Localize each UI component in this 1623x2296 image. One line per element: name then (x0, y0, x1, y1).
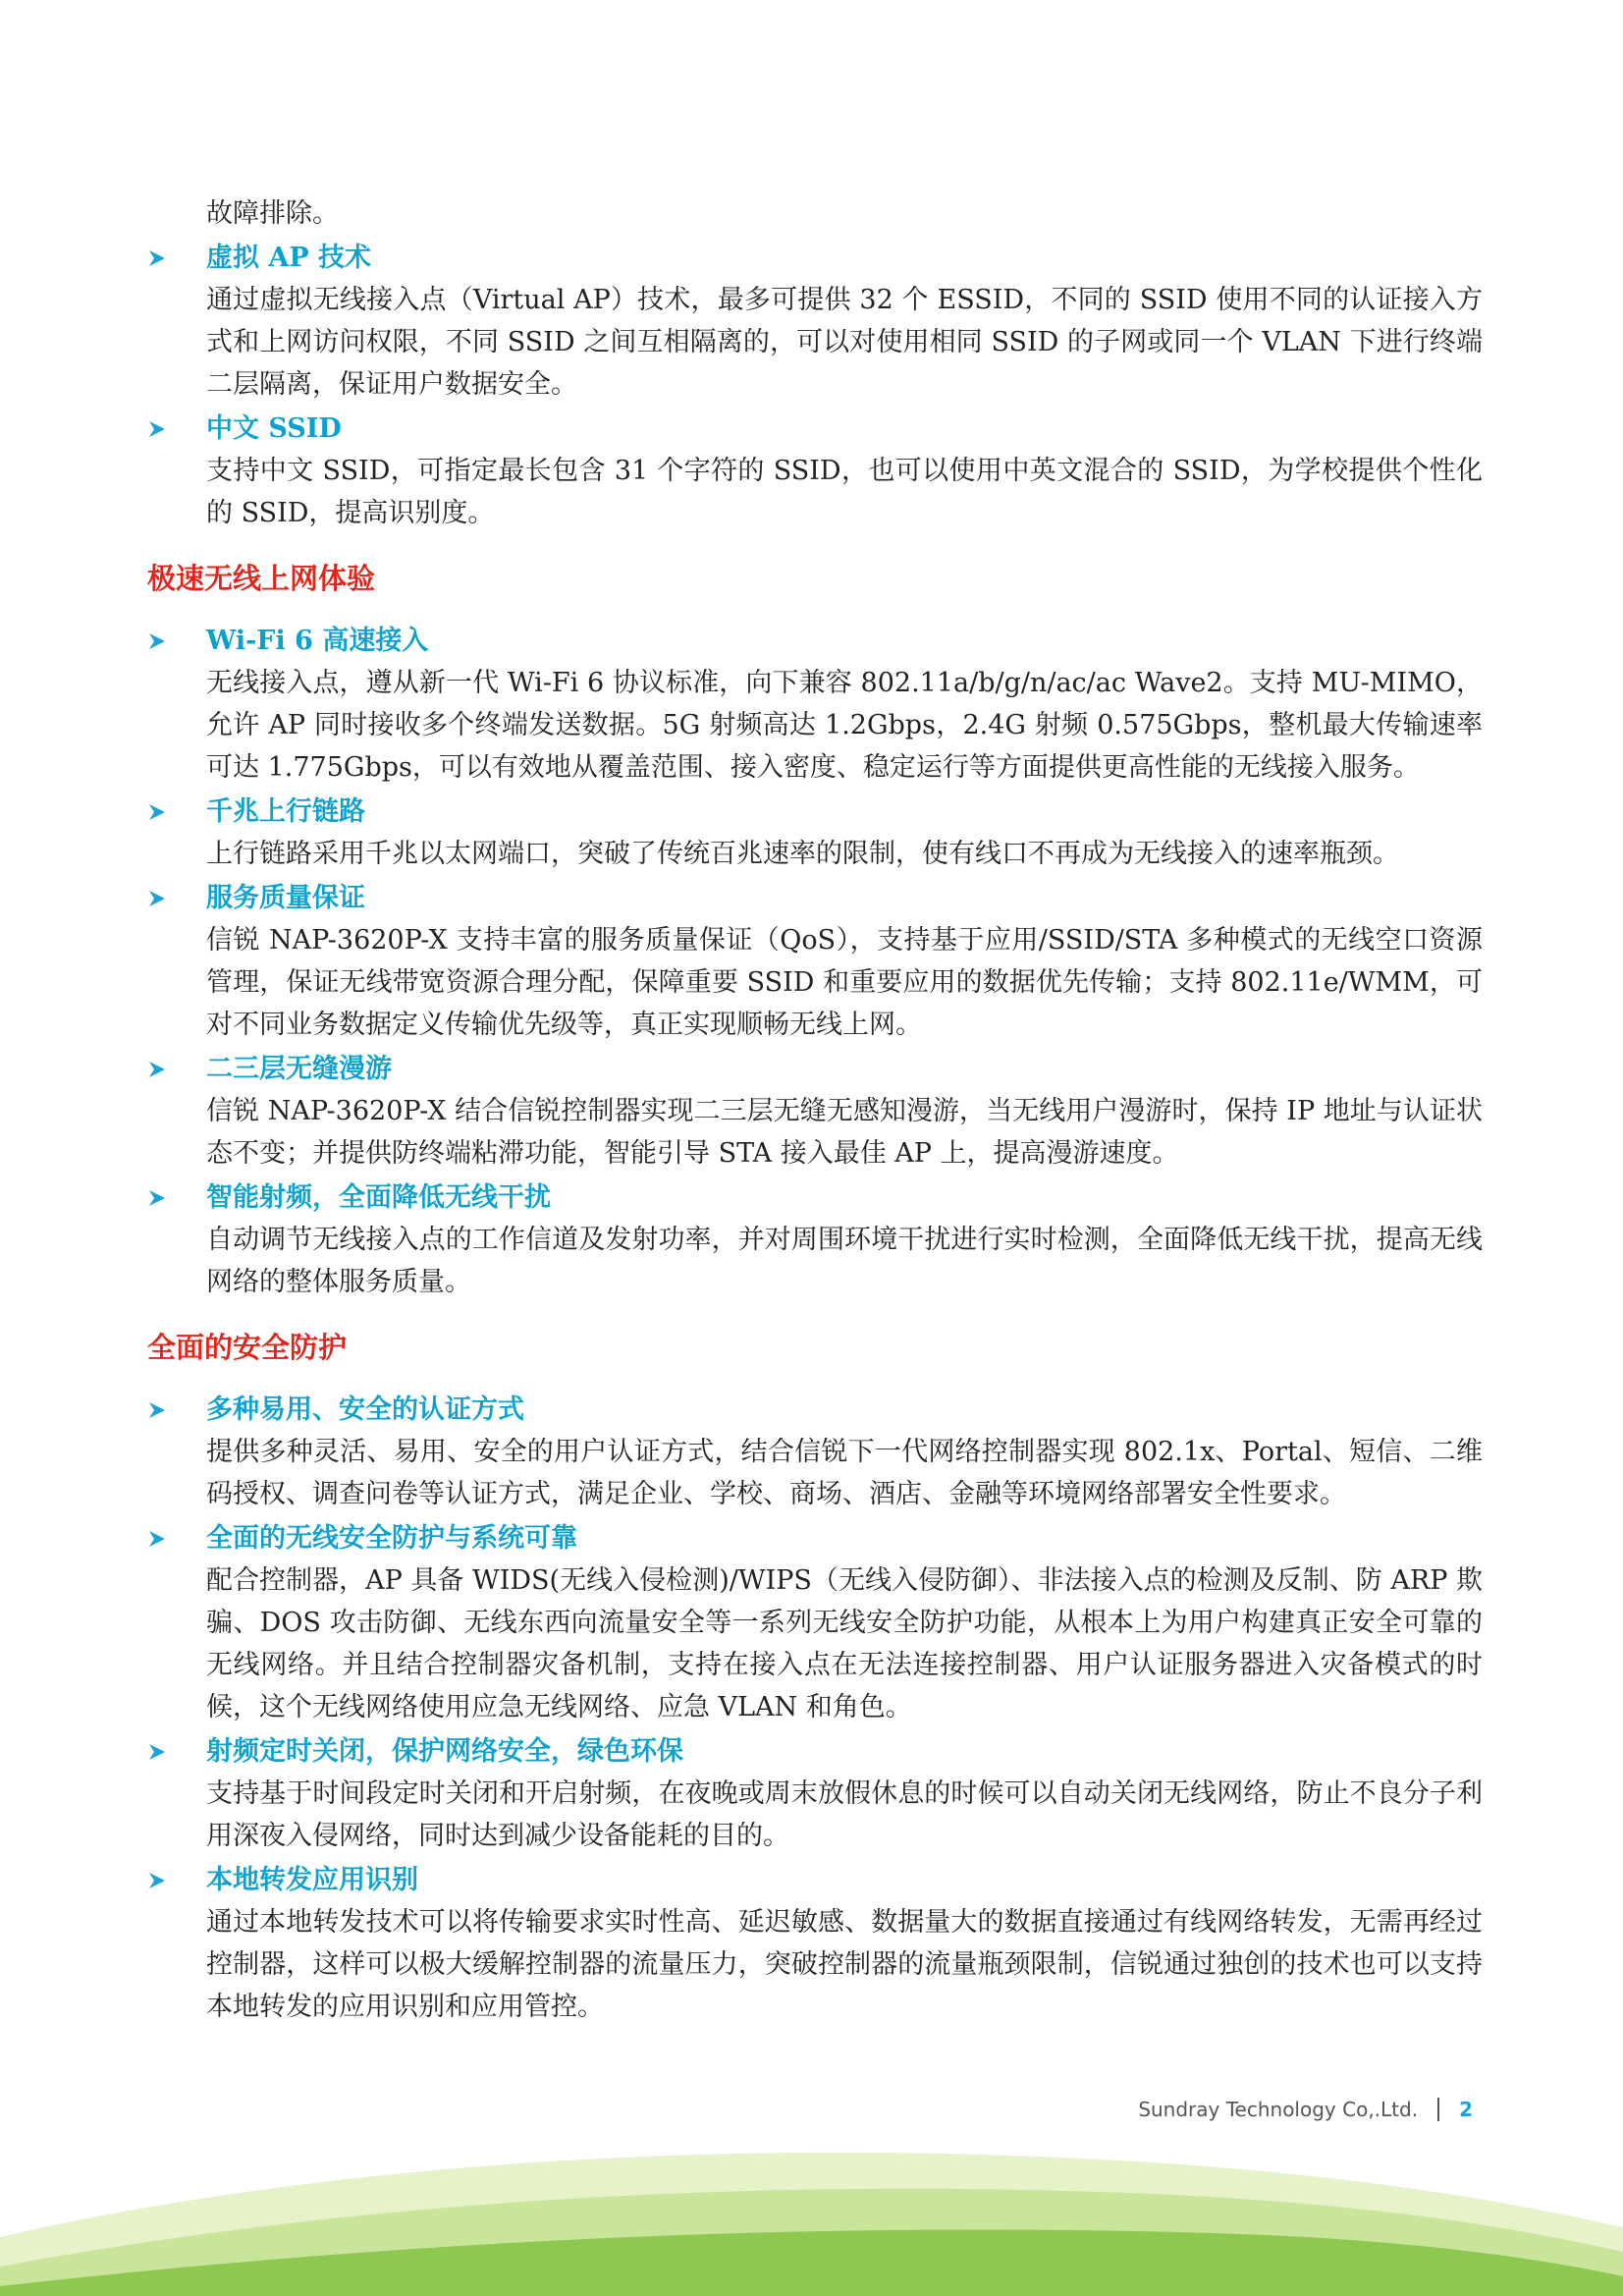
feature-title: 中文 SSID (206, 413, 342, 444)
feature-title: 智能射频，全面降低无线干扰 (206, 1182, 551, 1213)
feature-item-header (147, 1517, 1483, 1559)
feature-title: 二三层无缝漫游 (206, 1054, 392, 1084)
feature-title: 千兆上行链路 (206, 796, 365, 827)
arrow-bullet-icon (147, 1061, 206, 1078)
feature-item (147, 237, 1483, 406)
arrow-bullet-icon (147, 1189, 206, 1207)
feature-item-header (147, 1048, 1483, 1090)
feature-item (147, 791, 1483, 875)
feature-item (147, 1730, 1483, 1857)
feature-description: 配合控制器，AP 具备 WIDS(无线入侵检测)/WIPS（无线入侵防御）、非法接入点的检测及反制、防 ARP 欺骗、DOS 攻击防御、无线东西向流量安全等一系列无线安全防护功能，从根本上为用户构建真正安全可靠的无线网络。并且结合控制器灾备机制，支持在接入点在无法连接控制器、用户认证服务器进入灾备模式的时候，这个无线网络使用应急无线网络、应急 VLAN 和角色。 (206, 1565, 1483, 1722)
feature-item-header (147, 1859, 1483, 1901)
feature-description: 通过虚拟无线接入点（Virtual AP）技术，最多可提供 32 个 ESSID，不同的 SSID 使用不同的认证接入方式和上网访问权限，不同 SSID 之间互相隔离的，可以对使用相同 SSID 的子网或同一个 VLAN 下进行终端二层隔离，保证用户数据安全。 (206, 285, 1483, 400)
arrow-bullet-icon (147, 1530, 206, 1548)
feature-item (147, 1859, 1483, 2028)
feature-title: 服务质量保证 (206, 883, 365, 913)
feature-title: Wi-Fi 6 高速接入 (206, 626, 429, 656)
feature-title: 多种易用、安全的认证方式 (206, 1394, 524, 1425)
feature-item-header (147, 237, 1483, 279)
feature-item-header (147, 1730, 1483, 1773)
feature-item (147, 1048, 1483, 1175)
page-content (147, 192, 1483, 2028)
arrow-bullet-icon (147, 1743, 206, 1761)
page-footer (1138, 2098, 1473, 2121)
feature-item-header (147, 408, 1483, 450)
intro-continuation: 故障排除。 (206, 198, 339, 229)
section-heading: 极速无线上网体验 (147, 562, 376, 595)
feature-title: 射频定时关闭，保护网络安全，绿色环保 (206, 1736, 683, 1767)
feature-description: 支持基于时间段定时关闭和开启射频，在夜晚或周末放假休息的时候可以自动关闭无线网络，防止不良分子利用深夜入侵网络，同时达到减少设备能耗的目的。 (206, 1778, 1483, 1851)
feature-description: 自动调节无线接入点的工作信道及发射功率，并对周围环境干扰进行实时检测，全面降低无线干扰，提高无线网络的整体服务质量。 (206, 1225, 1483, 1297)
feature-description: 提供多种灵活、易用、安全的用户认证方式，结合信锐下一代网络控制器实现 802.1x、Portal、短信、二维码授权、调查问卷等认证方式，满足企业、学校、商场、酒店、金融等环境网络部署安全性要求。 (206, 1437, 1483, 1509)
feature-item (147, 877, 1483, 1046)
feature-title: 全面的无线安全防护与系统可靠 (206, 1523, 577, 1554)
feature-description: 通过本地转发技术可以将传输要求实时性高、延迟敏感、数据量大的数据直接通过有线网络转发，无需再经过控制器，这样可以极大缓解控制器的流量压力，突破控制器的流量瓶颈限制，信锐通过独创的技术也可以支持本地转发的应用识别和应用管控。 (206, 1907, 1483, 2022)
arrow-bullet-icon (147, 890, 206, 907)
feature-item (147, 1389, 1483, 1515)
feature-description: 信锐 NAP-3620P-X 支持丰富的服务质量保证（QoS），支持基于应用/SSID/STA 多种模式的无线空口资源管理，保证无线带宽资源合理分配，保障重要 SSID 和重要应用的数据优先传输；支持 802.11e/WMM，可对不同业务数据定义传输优先级等，真正实现顺畅无线上网。 (206, 925, 1483, 1040)
feature-description: 上行链路采用千兆以太网端口，突破了传统百兆速率的限制，使有线口不再成为无线接入的速率瓶颈。 (206, 839, 1399, 869)
section (147, 1327, 1483, 2028)
page-number: 2 (1459, 2098, 1473, 2121)
feature-item (147, 620, 1483, 789)
feature-description: 无线接入点，遵从新一代 Wi-Fi 6 协议标准，向下兼容 802.11a/b/g/n/ac/ac Wave2。支持 MU-MIMO，允许 AP 同时接收多个终端发送数据。5G 射频高达 1.2Gbps，2.4G 射频 0.575Gbps，整机最大传输速率可达 1.775Gbps，可以有效地从覆盖范围、接入密度、稳定运行等方面提供更高性能的无线接入服务。 (206, 668, 1483, 783)
feature-item-header (147, 1176, 1483, 1219)
feature-title: 虚拟 AP 技术 (206, 243, 372, 273)
arrow-bullet-icon (147, 803, 206, 821)
feature-title: 本地转发应用识别 (206, 1865, 418, 1895)
feature-item (147, 1517, 1483, 1728)
decorative-wave (0, 2129, 1623, 2296)
feature-item (147, 1176, 1483, 1303)
feature-item (147, 408, 1483, 534)
feature-item-header (147, 620, 1483, 662)
section (147, 237, 1483, 534)
section (147, 558, 1483, 1303)
feature-description: 信锐 NAP-3620P-X 结合信锐控制器实现二三层无缝无感知漫游，当无线用户漫游时，保持 IP 地址与认证状态不变；并提供防终端粘滞功能，智能引导 STA 接入最佳 AP 上，提高漫游速度。 (206, 1096, 1483, 1169)
feature-item-header (147, 1389, 1483, 1431)
feature-description: 支持中文 SSID，可指定最长包含 31 个字符的 SSID，也可以使用中英文混合的 SSID，为学校提供个性化的 SSID，提高识别度。 (206, 456, 1483, 528)
footer-company: Sundray Technology Co,.Ltd. (1138, 2098, 1419, 2121)
sections-container (147, 237, 1483, 2028)
arrow-bullet-icon (147, 1401, 206, 1419)
feature-item-header (147, 791, 1483, 833)
arrow-bullet-icon (147, 632, 206, 650)
arrow-bullet-icon (147, 249, 206, 267)
arrow-bullet-icon (147, 420, 206, 438)
section-heading: 全面的安全防护 (147, 1331, 348, 1364)
footer-separator (1437, 2098, 1439, 2121)
feature-item-header (147, 877, 1483, 919)
arrow-bullet-icon (147, 1872, 206, 1889)
